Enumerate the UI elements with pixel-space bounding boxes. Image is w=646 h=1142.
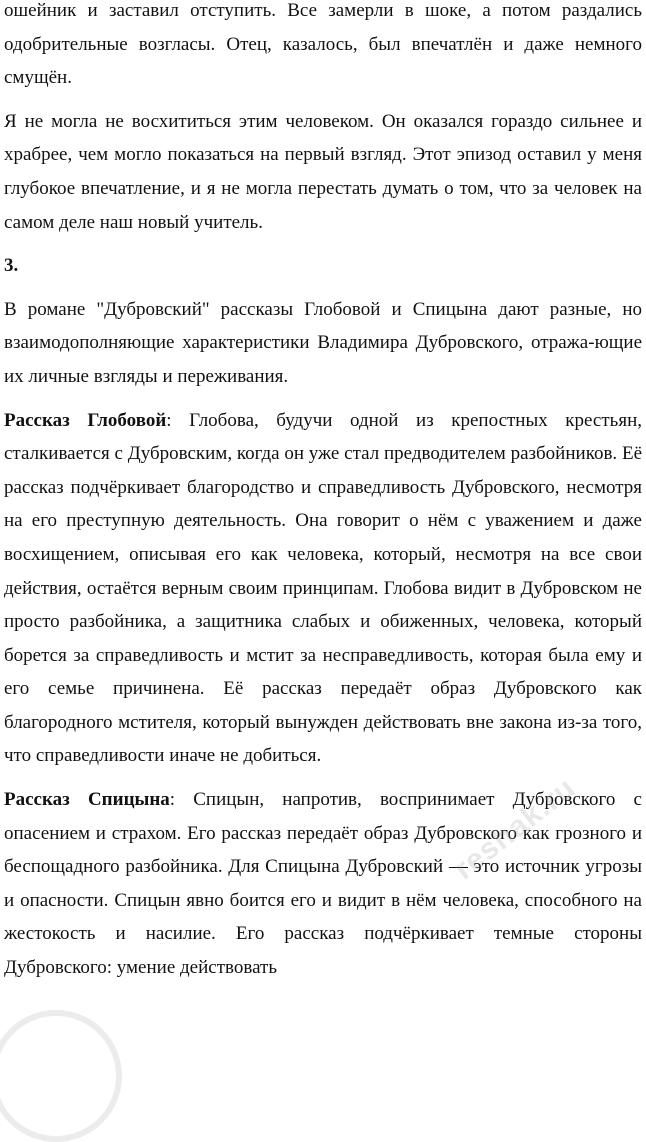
paragraph-spitsyn [4, 783, 642, 985]
document-page [4, 0, 642, 995]
watermark-logo-icon [0, 1010, 122, 1142]
paragraph-2: Я не могла не восхититься этим человеком. Он оказался гораздо сильнее и храбрее, чем могло показаться на первый взгляд. Этот эпизод оставил у меня глубокое впечатление, и я не могла перестать думать о том, что за человек на самом деле наш новый учитель. [4, 110, 642, 233]
globova-text: : Глобова, будучи одной из крепостных крестьян, сталкивается с Дубровским, когда он уже стал предводителем разбойников. Её рассказ подчёркивает благородство и справедливость Дубровского, несмотря на его преступную деятельность. Она говорит о нём с уважением и даже восхищением, описывая его как человека, который, несмотря на все свои действия, остаётся верным своим принципам. Глобова видит в Дубровском не просто разбойника, а защитника слабых и обиженных, человека, который борется за справедливость и мстит за несправедливость, которая была ему и его семье причинена. Её рассказ передаёт образ Дубровского как благородного мстителя, который вынужден действовать вне закона из-за того, что справедливости иначе не добиться. [4, 409, 642, 767]
paragraph-globova [4, 404, 642, 774]
spitsyn-text: : Спицын, напротив, воспринимает Дубровского с опасением и страхом. Его рассказ передаёт образ Дубровского как грозного и беспощадного разбойника. Для Спицына Дубровский — это источник угрозы и опасности. Спицын явно боится его и видит в нём человека, способного на жестокость и насилие. Его рассказ подчёркивает темные стороны Дубровского: умение действовать [4, 789, 642, 979]
watermark-text: reshak.ru [448, 771, 582, 887]
paragraph-3: В романе "Дубровский" рассказы Глобовой и Спицына дают разные, но взаимодополняющие характеристики Владимира Дубровского, отража-ющие их личные взгляды и переживания. [4, 298, 642, 387]
globova-label: Рассказ Глобовой [4, 409, 167, 431]
section-heading-3: 3. [4, 255, 19, 277]
paragraph-1: ошейник и заставил отступить. Все замерли в шоке, а потом раздались одобрительные возгласы. Отец, казалось, был впечатлён и даже немного смущён. [4, 0, 642, 89]
spitsyn-label: Рассказ Спицына [4, 789, 170, 811]
